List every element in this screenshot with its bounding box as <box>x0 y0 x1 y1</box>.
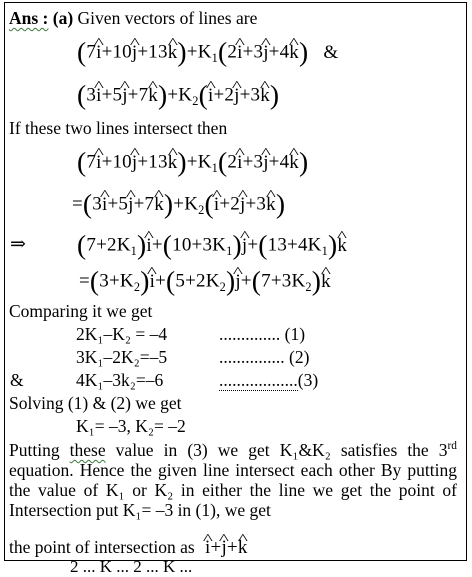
part-label: (a) <box>52 8 74 28</box>
intersect-statement: If these two lines intersect then <box>9 118 228 138</box>
ref-3: (3) <box>297 370 319 390</box>
equation-1-ref <box>219 324 305 344</box>
solving-result: K₁= –3, K₂= –2 <box>76 416 186 436</box>
line2-equation: (3^ i+5^ j+7^ $k)+K_2(\^{}$ i+2^ j+3^ k) <box>77 85 279 106</box>
intersection-point-line <box>9 537 248 558</box>
line1-equation: (7^ i+10^ j+13^ $k)+K_1(2\^{}$ i+3^ j+4^ k) & <box>77 42 338 63</box>
implies-symbol: ⇒ <box>10 234 26 255</box>
equation-3: 4K₁–3k₂=–6 <box>76 370 164 390</box>
cutoff-line <box>0 557 472 576</box>
component-rhs: $=(3+K_2)\^{}$ $i+(5+2K_2)\^{}$ $j+(7+3K_2)\^{}$ k <box>79 271 331 292</box>
equation-3-ref <box>219 370 318 390</box>
equation-1: 2K₁–K₂ = –4 <box>76 324 168 344</box>
intersection-point: ^ i+^ j+^ k <box>205 537 248 558</box>
ans-label: Ans : <box>9 8 49 28</box>
conclusion-paragraph: Putting these value in (3) we get K₁&K₂ satisfies the 3rd equation. Hence the given line intersect each other By putting the value of K₁ or K₂ in either the line we get the point of Intersection put K₁= –3 in (1), we get <box>9 440 457 520</box>
dots-1: .............. <box>219 324 281 344</box>
ampersand-3: & <box>10 370 24 390</box>
component-lhs: $(7+2K_1)\^{}$ $i+(10+3K_1)\^{}$ $j+(13+4K_1)\^{}$ k <box>77 235 347 256</box>
solving-heading: Solving (1) & (2) we get <box>9 393 182 413</box>
cutoff-text: 2 ... K ... 2 ... K ... <box>70 557 193 576</box>
answer-header <box>9 8 257 28</box>
equals-sign: = <box>72 193 83 215</box>
comparing-heading: Comparing it we get <box>9 301 153 321</box>
equality-lhs: (7^ i+10^ j+13^ $k)+K_1(2\^{}$ i+3^ j+4^ k) <box>77 152 308 173</box>
dots-3: .................. <box>219 370 298 390</box>
equation-2: 3K₁–2K₂=–5 <box>76 347 168 367</box>
ref-2: (2) <box>289 347 310 367</box>
intro-text: Given vectors of lines are <box>77 8 258 28</box>
ampersand: & <box>323 41 339 63</box>
equation-2-ref <box>219 347 309 367</box>
ref-1: (1) <box>284 324 306 344</box>
equality-rhs: =(3^ i+5^ j+7^ $k)+K_2(\^{}$ i+2^ j+3^ k) <box>72 194 285 215</box>
conclusion-tail: the point of intersection as <box>9 537 195 557</box>
dots-2: ............... <box>219 347 285 367</box>
